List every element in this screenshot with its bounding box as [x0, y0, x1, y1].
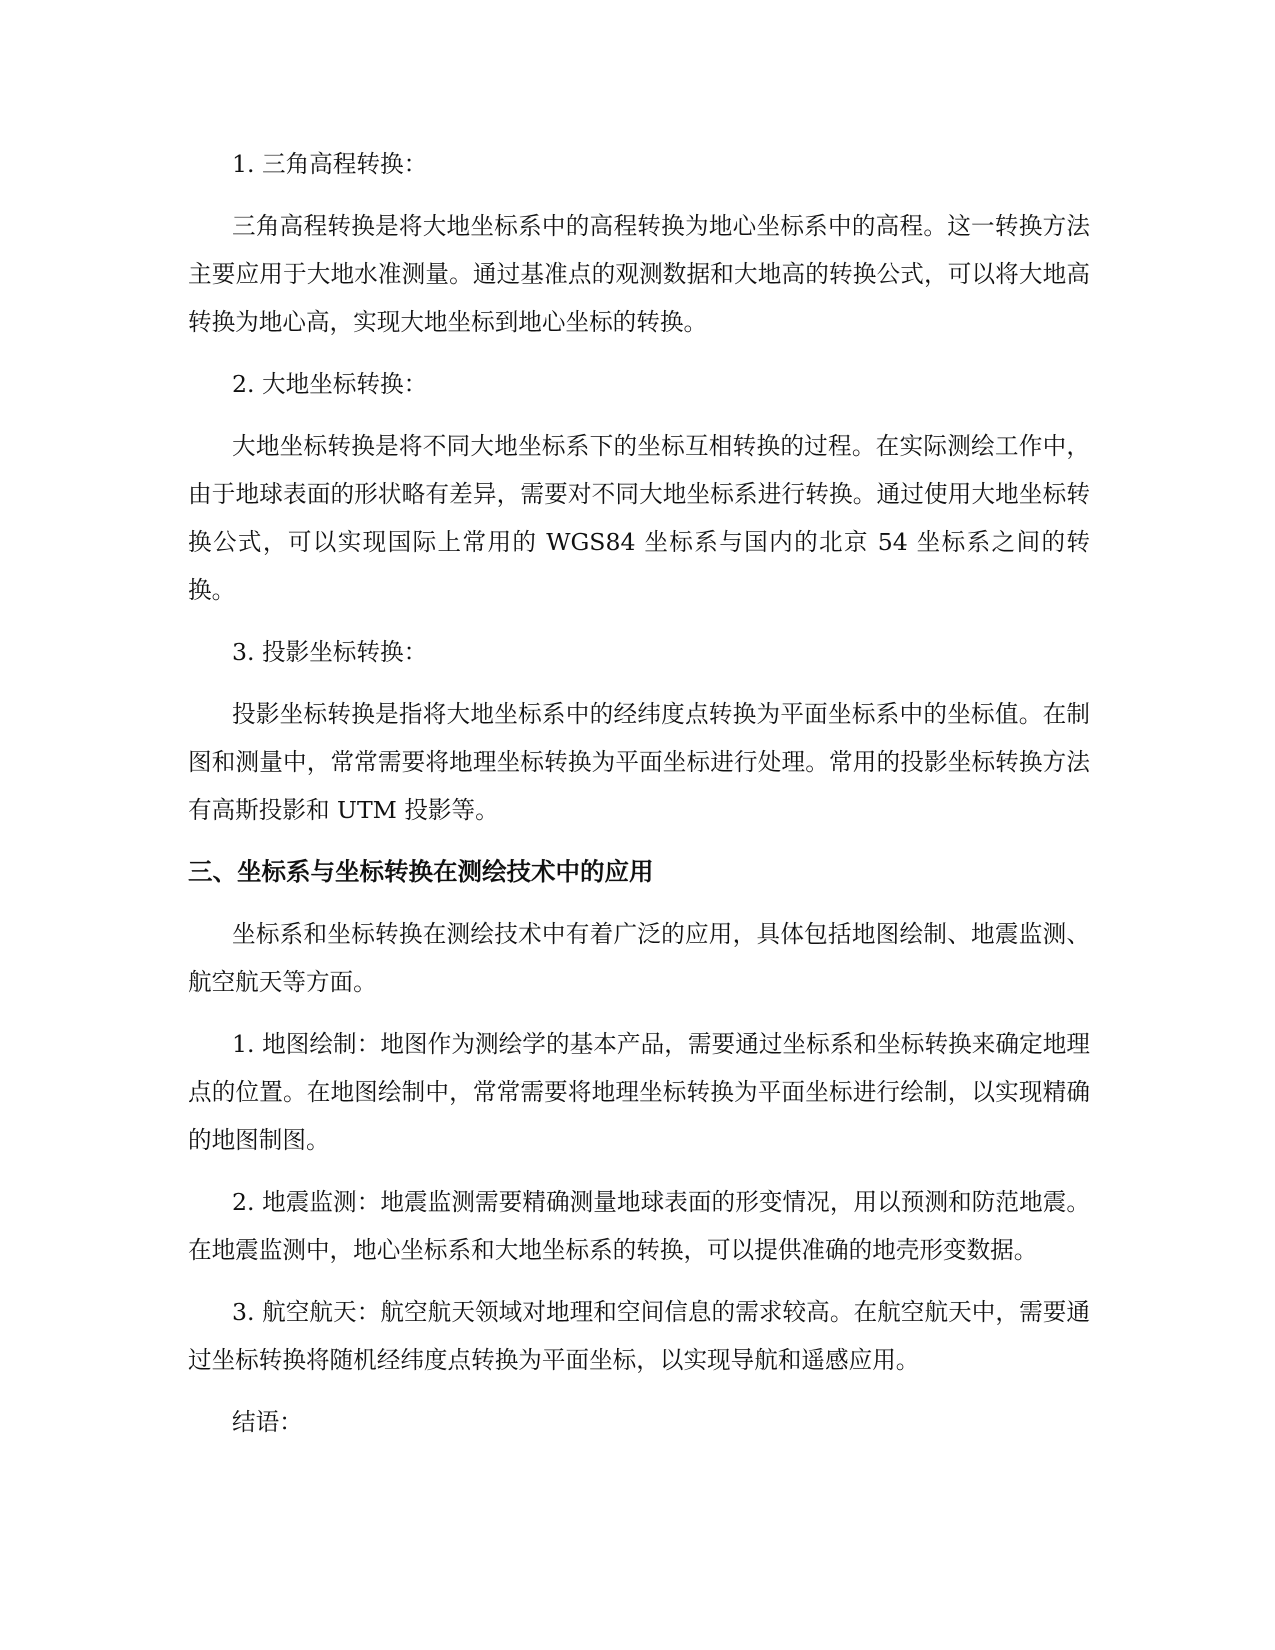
item-title-geodetic: 2. 大地坐标转换：: [232, 370, 428, 398]
para-geodetic: 大地坐标转换是将不同大地坐标系下的坐标互相转换的过程。在实际测绘工作中，由于地球表面的形状略有差异，需要对不同大地坐标系进行转换。通过使用大地坐标转换公式，可以实现国际上常用的 WGS84 坐标系与国内的北京 54 坐标系之间的转换。: [188, 432, 1090, 604]
para-aerospace: 3. 航空航天：航空航天领域对地理和空间信息的需求较高。在航空航天中，需要通过坐标转换将随机经纬度点转换为平面坐标，以实现导航和遥感应用。: [188, 1298, 1090, 1374]
para-earthquake: 2. 地震监测：地震监测需要精确测量地球表面的形变情况，用以预测和防范地震。在地震监测中，地心坐标系和大地坐标系的转换，可以提供准确的地壳形变数据。: [188, 1188, 1090, 1264]
para-triangle-height: 三角高程转换是将大地坐标系中的高程转换为地心坐标系中的高程。这一转换方法主要应用于大地水准测量。通过基准点的观测数据和大地高的转换公式，可以将大地高转换为地心高，实现大地坐标到地心坐标的转换。: [188, 212, 1090, 336]
section-heading-applications: 三、坐标系与坐标转换在测绘技术中的应用: [188, 857, 654, 886]
para-map-making: 1. 地图绘制：地图作为测绘学的基本产品，需要通过坐标系和坐标转换来确定地理点的位置。在地图绘制中，常常需要将地理坐标转换为平面坐标进行绘制，以实现精确的地图制图。: [188, 1030, 1090, 1154]
para-projection: 投影坐标转换是指将大地坐标系中的经纬度点转换为平面坐标系中的坐标值。在制图和测量中，常常需要将地理坐标转换为平面坐标进行处理。常用的投影坐标转换方法有高斯投影和 UTM 投影等。: [188, 700, 1090, 824]
item-title-triangle-height: 1. 三角高程转换：: [232, 150, 428, 178]
item-title-conclusion: 结语：: [232, 1408, 303, 1436]
document-page: [188, 140, 1090, 1460]
para-applications-intro: 坐标系和坐标转换在测绘技术中有着广泛的应用，具体包括地图绘制、地震监测、航空航天等方面。: [188, 920, 1090, 996]
item-title-projection: 3. 投影坐标转换：: [232, 638, 428, 666]
